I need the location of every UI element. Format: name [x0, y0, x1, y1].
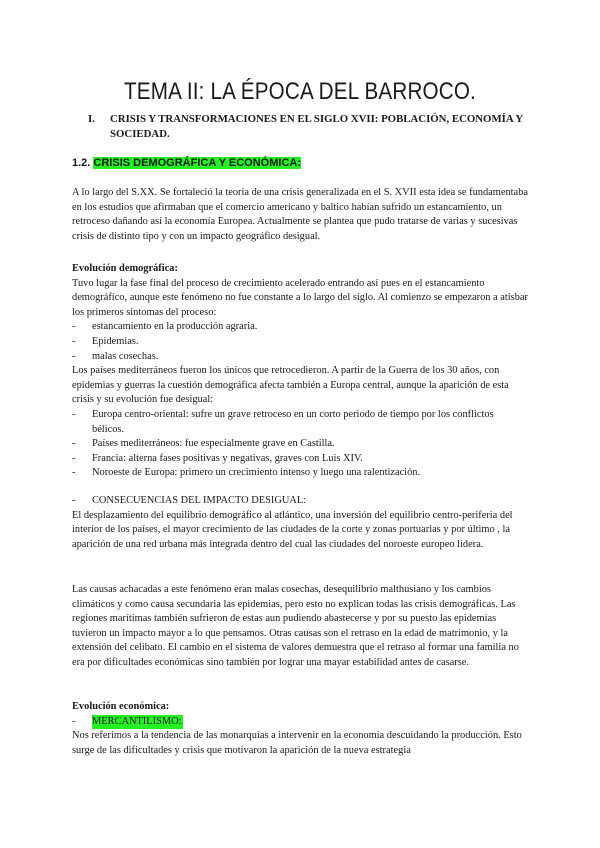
list-item: - estancamiento en la producción agraria.	[72, 320, 528, 335]
consequences-heading: - CONSECUENCIAS DEL IMPACTO DESIGUAL:	[72, 494, 528, 509]
list-item: - Europa centro-oriental: sufre un grave retroceso en un corto periodo de tiempo por los conflictos bélicos.	[72, 408, 528, 437]
list-item: - malas cosechas.	[72, 350, 528, 365]
intro-block	[72, 186, 528, 244]
economic-paragraph: Nos referimos a la tendencia de las monarquías a intervenir en la economía descuidando la producción. Esto surge de las dificultades y crisis que motivaron la aparición de la nueva estrategia	[72, 730, 522, 756]
economic-list	[72, 715, 528, 730]
regions-list	[72, 408, 528, 481]
consequences-block	[72, 494, 528, 552]
section-1-text: CRISIS Y TRANSFORMACIONES EN EL SIGLO XVII: POBLACIÓN, ECONOMÍA Y SOCIEDAD.	[110, 113, 523, 140]
page-title: TEMA II: LA ÉPOCA DEL BARROCO.	[124, 78, 476, 105]
causes-paragraph: Las causas achacadas a este fenómeno eran malas cosechas, desequilibrio malthusiano y los cambios climáticos y como causa secundaria las epidemias, pero esto no explican todas las crisis demográficas. Las regiones marítimas también sufrieron de estas aun pudiendo abastecerse y por su puesto las epidemias tuvieron un impacto mayor a lo que pensamos. Otras causas son el retraso en la edad de matrimonio, y la extensión del celibato. El cambio en el sistema de valores demuestra que el retraso al formar una familia no era por dificultades económicas sino también por lograr una mayar estabilidad antes de casarse.	[72, 584, 519, 668]
section-heading-2	[72, 157, 301, 169]
economic-block	[72, 700, 528, 758]
list-item: - Francia: alterna fases positivas y negativas, graves con Luis XIV.	[72, 452, 528, 467]
demographic-paragraph-2: Los países mediterráneos fueron los únicos que retrocedieron. A partir de la Guerra de los 30 años, con epidemias y guerras la cuestión demográfica afecta también a Europa central, aunque la aparición de esta crisis y su evolución fue desigual:	[72, 365, 509, 406]
section-1-number: I.	[88, 113, 95, 125]
list-item: - Noroeste de Europa: primero un crecimiento intenso y luego una ralentización.	[72, 466, 528, 481]
demographic-block	[72, 262, 528, 481]
causes-block	[72, 583, 528, 671]
intro-paragraph: A lo largo del S.XX. Se fortaleció la teoría de una crisis generalizada en el S. XVII esta idea se fundamentaba en los estudios que afirmaban que el comercio americano y baltico habían sufrido un estancamiento, un retroceso dañando así la economía Europea. Actualmente se plantea que pudo tratarse de varias y sucesivas crisis de distinto tipo y con un impacto geográfico desigual.	[72, 187, 528, 242]
list-item: - Epidemias.	[72, 335, 528, 350]
demographic-paragraph-1: Tuvo lugar la fase final del proceso de crecimiento acelerado entrando así pues en el estancamiento demográfico, aunque este fenómeno no fue constante a lo largo del siglo. Al comienzo se empezaron a atisbar los primeros síntomas del proceso:	[72, 277, 528, 318]
section-2-text: CRISIS DEMOGRÁFICA Y ECONÓMICA:	[93, 157, 302, 169]
list-item-mercantilismo	[72, 715, 528, 730]
mercantilismo-label: MERCANTILISMO:	[92, 715, 183, 730]
demographic-heading: Evolución demográfica:	[72, 263, 178, 274]
section-2-number: 1.2.	[72, 157, 91, 169]
section-heading-1	[88, 112, 538, 142]
list-item: - Países mediterráneos: fue especialmente grave en Castilla.	[72, 437, 528, 452]
consequences-heading-list	[72, 494, 528, 509]
economic-heading: Evolución económica:	[72, 701, 170, 712]
consequences-paragraph: El desplazamiento del equilibrio demográfico al atlántico, una inversión del equilibrio centro-periferia del interior de los países, el mayor crecimiento de las ciudades de la corte y zonas portuarias y por último , la aparición de una red urbana más integrada dentro del cual las ciudades del noroeste europeo lidera.	[72, 509, 513, 550]
symptoms-list	[72, 320, 528, 364]
